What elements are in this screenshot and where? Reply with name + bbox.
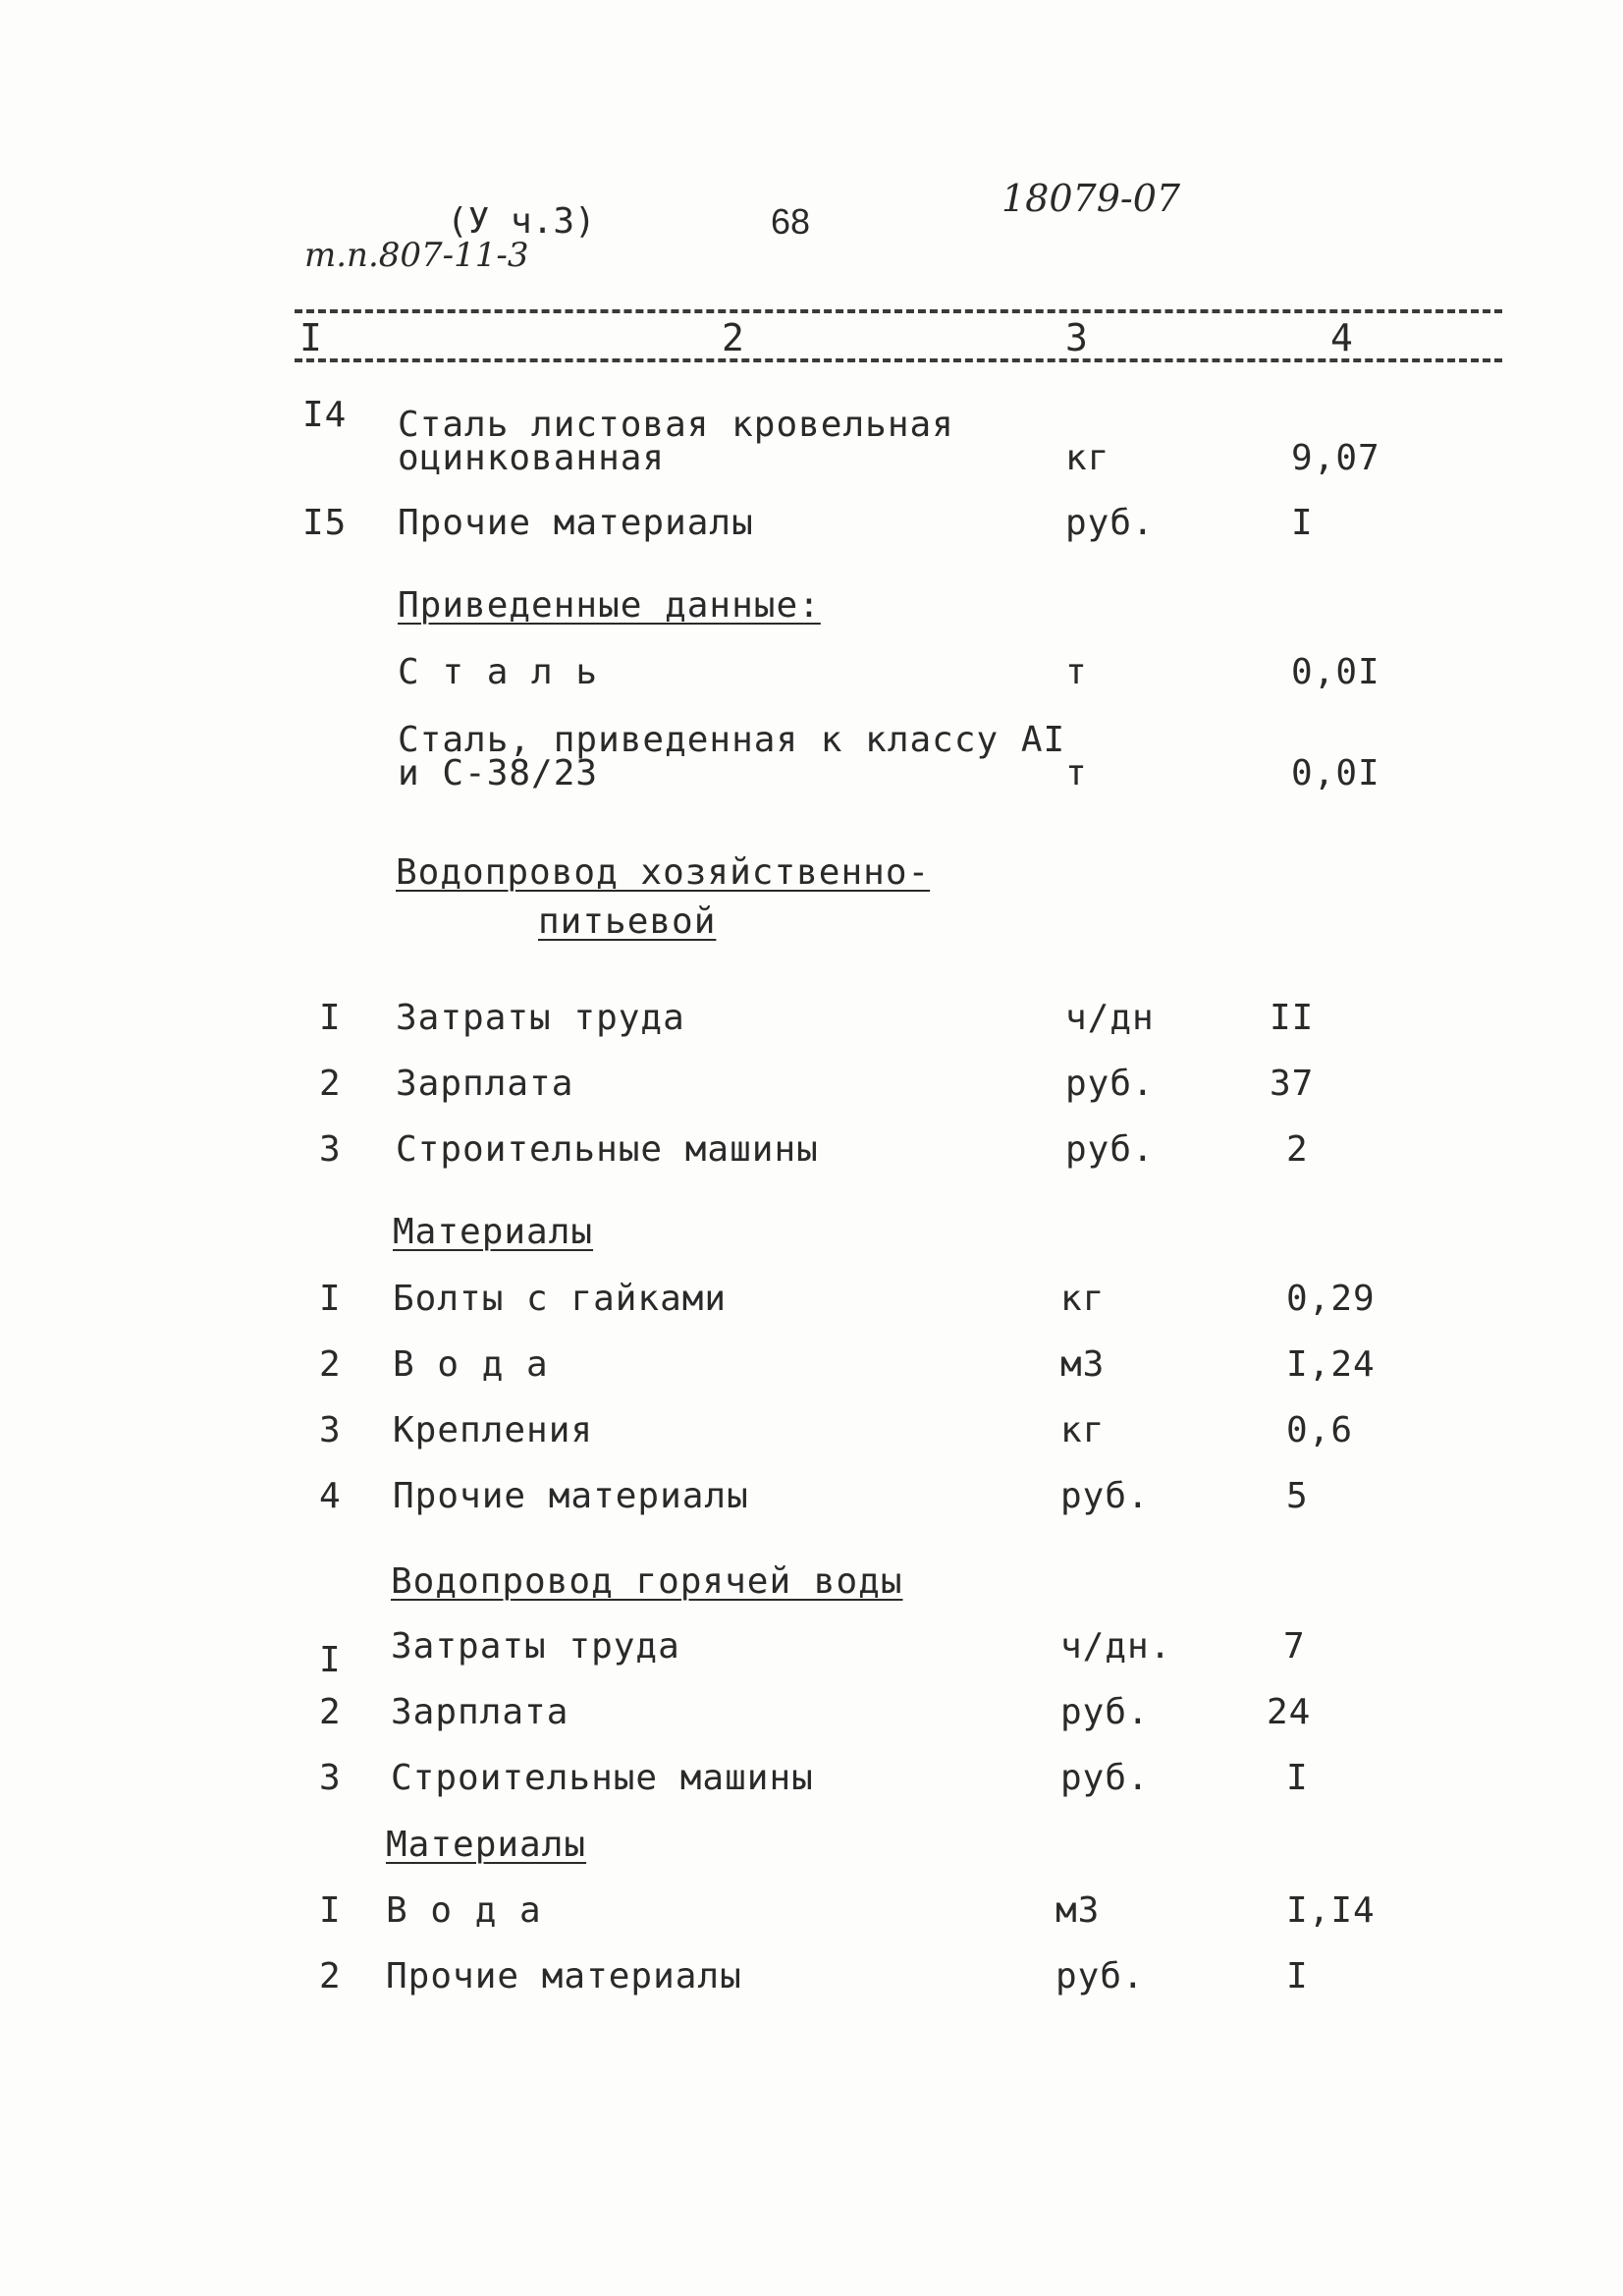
item-value: 9,07 — [1291, 438, 1380, 478]
row-number: I4 — [302, 395, 348, 435]
row-number: I — [319, 1640, 342, 1680]
item-name: Строительные машины — [391, 1758, 814, 1798]
item-name: Зарплата — [391, 1692, 569, 1732]
item-unit: кг — [1060, 1279, 1106, 1319]
item-value: I,24 — [1286, 1344, 1376, 1385]
column-header-2: 2 — [722, 316, 744, 359]
item-unit: кг — [1060, 1410, 1106, 1450]
item-unit: т — [1065, 652, 1088, 692]
section-title-materials-hot-water: Материалы — [386, 1825, 587, 1865]
column-header-3: 3 — [1065, 316, 1088, 359]
item-name: Прочие материалы — [398, 503, 754, 543]
item-name: Затраты труда — [396, 998, 685, 1038]
item-name: В о д а — [393, 1344, 549, 1385]
item-unit: руб. — [1060, 1476, 1150, 1516]
table-header-rule — [295, 358, 1502, 362]
part-label: (У ч.3) — [447, 201, 596, 242]
row-number: I — [319, 1279, 342, 1319]
item-unit: руб. — [1060, 1692, 1150, 1732]
item-unit: м3 — [1060, 1344, 1106, 1385]
item-value: 37 — [1270, 1064, 1315, 1104]
row-number: 2 — [319, 1064, 342, 1104]
item-value: I — [1286, 1956, 1309, 1996]
item-unit: руб. — [1055, 1956, 1145, 1996]
item-value: 0,29 — [1286, 1279, 1376, 1319]
item-name: Строительные машины — [396, 1129, 819, 1170]
item-value: II — [1270, 998, 1315, 1038]
table-top-rule — [295, 309, 1502, 313]
section-title-water-supply: Водопровод хозяйственно- — [396, 852, 931, 893]
row-number: 3 — [319, 1758, 342, 1798]
item-unit: т — [1065, 753, 1088, 793]
item-name: Сталь, приведенная к классу АI — [398, 720, 1066, 760]
column-header-4: 4 — [1330, 316, 1353, 359]
item-value: 24 — [1267, 1692, 1312, 1732]
item-name: Прочие материалы — [386, 1956, 742, 1996]
row-number: 4 — [319, 1476, 342, 1516]
row-number: 3 — [319, 1129, 342, 1170]
item-unit: м3 — [1055, 1890, 1101, 1931]
row-number: I — [319, 998, 342, 1038]
item-unit: руб. — [1060, 1758, 1150, 1798]
section-title-water-supply-continued: питьевой — [538, 902, 717, 942]
row-number: 2 — [319, 1692, 342, 1732]
item-value: 7 — [1283, 1626, 1306, 1667]
item-unit: ч/дн. — [1060, 1626, 1172, 1667]
section-title-reduced-data: Приведенные данные: — [398, 585, 821, 626]
item-unit: кг — [1065, 438, 1110, 478]
item-unit: руб. — [1065, 1064, 1155, 1104]
row-number: I5 — [302, 503, 348, 543]
item-name: Сталь листовая кровельная — [398, 405, 954, 445]
item-name: С т а л ь — [398, 652, 599, 692]
column-header-1: I — [299, 316, 322, 359]
item-name: Затраты труда — [391, 1626, 680, 1667]
item-value: 0,6 — [1286, 1410, 1354, 1450]
document-number: 18079-07 — [1001, 177, 1181, 220]
item-value: I — [1291, 503, 1314, 543]
item-unit: руб. — [1065, 503, 1155, 543]
item-value: 0,0I — [1291, 753, 1380, 793]
item-name: Зарплата — [396, 1064, 574, 1104]
row-number: 2 — [319, 1956, 342, 1996]
item-name-continued: оцинкованная — [398, 438, 666, 478]
item-name: Болты с гайками — [393, 1279, 728, 1319]
item-unit: руб. — [1065, 1129, 1155, 1170]
item-name: Прочие материалы — [393, 1476, 749, 1516]
handwritten-code: т.п.807-11-3 — [304, 236, 529, 275]
row-number: 3 — [319, 1410, 342, 1450]
item-value: I,I4 — [1286, 1890, 1376, 1931]
item-name: В о д а — [386, 1890, 542, 1931]
item-name-continued: и С-38/23 — [398, 753, 599, 793]
item-name: Крепления — [393, 1410, 594, 1450]
item-value: 2 — [1286, 1129, 1309, 1170]
page-number: 68 — [771, 201, 811, 242]
row-number: I — [319, 1890, 342, 1931]
row-number: 2 — [319, 1344, 342, 1385]
section-title-hot-water: Водопровод горячей воды — [391, 1561, 903, 1602]
item-unit: ч/дн — [1065, 998, 1155, 1038]
section-title-materials: Материалы — [393, 1212, 594, 1252]
item-value: 5 — [1286, 1476, 1309, 1516]
item-value: 0,0I — [1291, 652, 1380, 692]
item-value: I — [1286, 1758, 1309, 1798]
